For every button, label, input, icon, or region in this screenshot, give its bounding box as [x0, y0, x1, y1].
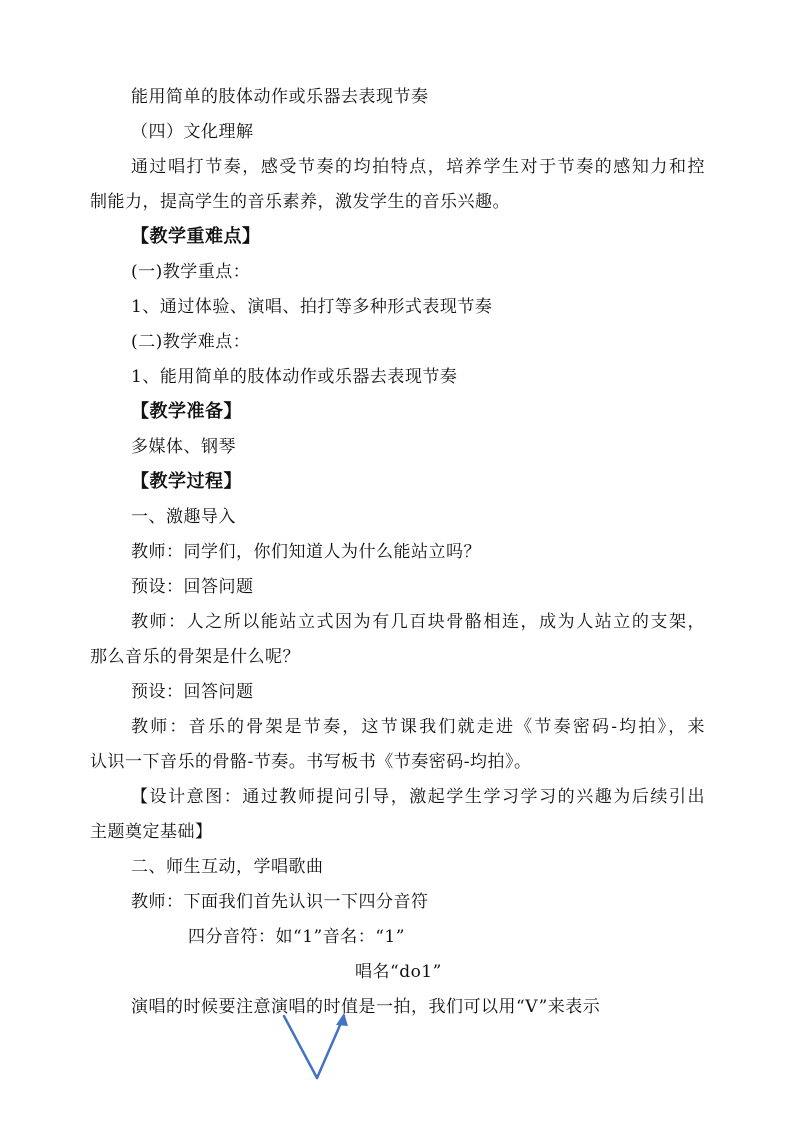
subheading-difficult-points: (二)教学难点：: [131, 332, 251, 352]
heading-teaching-preparation: 【教学准备】: [131, 401, 242, 422]
difficult-point-item: 1、能用简单的肢体动作或乐器去表现节奏: [131, 367, 458, 387]
paragraph-line-1: 通过唱打节奏，感受节奏的均拍特点，培养学生对于节奏的感知力和控: [131, 157, 705, 177]
teacher-answer-line-1: 教师：音乐的骨架是节奏，这节课我们就走进《节奏密码-均拍》，来: [131, 717, 705, 737]
heading-key-difficult-points: 【教学重难点】: [131, 226, 261, 247]
step-one-heading: 一、激趣导入: [131, 507, 236, 527]
heading-teaching-process: 【教学过程】: [131, 471, 242, 492]
v-arrow-icon: [272, 1010, 362, 1090]
teacher-quarter-note-line: 教师：下面我们首先认识一下四分音符: [131, 892, 429, 912]
singing-duration-line: 演唱的时候要注意演唱的时值是一拍，我们可以用“V”来表示: [131, 997, 601, 1017]
preparation-item: 多媒体、钢琴: [131, 437, 236, 457]
solfege-name-example: 唱名“do1”: [355, 962, 442, 982]
preset-answer-line: 预设：回答问题: [131, 577, 254, 597]
key-point-item: 1、通过体验、演唱、拍打等多种形式表现节奏: [131, 297, 493, 317]
subheading-key-points: (一)教学重点：: [131, 262, 251, 282]
step-two-heading: 二、师生互动，学唱歌曲: [131, 857, 324, 877]
teacher-explanation-line-1: 教师：人之所以能站立式因为有几百块骨骼相连，成为人站立的支架，: [131, 612, 705, 632]
paragraph-line-2: 制能力，提高学生的音乐素养，激发学生的音乐兴趣。: [90, 192, 510, 212]
text-line-1: 能用简单的肢体动作或乐器去表现节奏: [131, 87, 429, 107]
quarter-note-example: 四分音符：如“1”音名：“1”: [188, 927, 405, 947]
preset-answer-line-2: 预设：回答问题: [131, 682, 254, 702]
teacher-question-line: 教师：同学们，你们知道人为什么能站立吗？: [131, 542, 481, 562]
design-intent-line-2: 主题奠定基础】: [90, 822, 213, 842]
teacher-answer-line-2: 认识一下音乐的骨骼-节奏。书写板书《节奏密码-均拍》。: [90, 752, 532, 772]
teacher-explanation-line-2: 那么音乐的骨架是什么呢？: [90, 647, 300, 667]
section-heading-cultural-understanding: （四）文化理解: [131, 122, 254, 142]
design-intent-line-1: 【设计意图：通过教师提问引导，激起学生学习学习的兴趣为后续引出: [131, 787, 705, 807]
